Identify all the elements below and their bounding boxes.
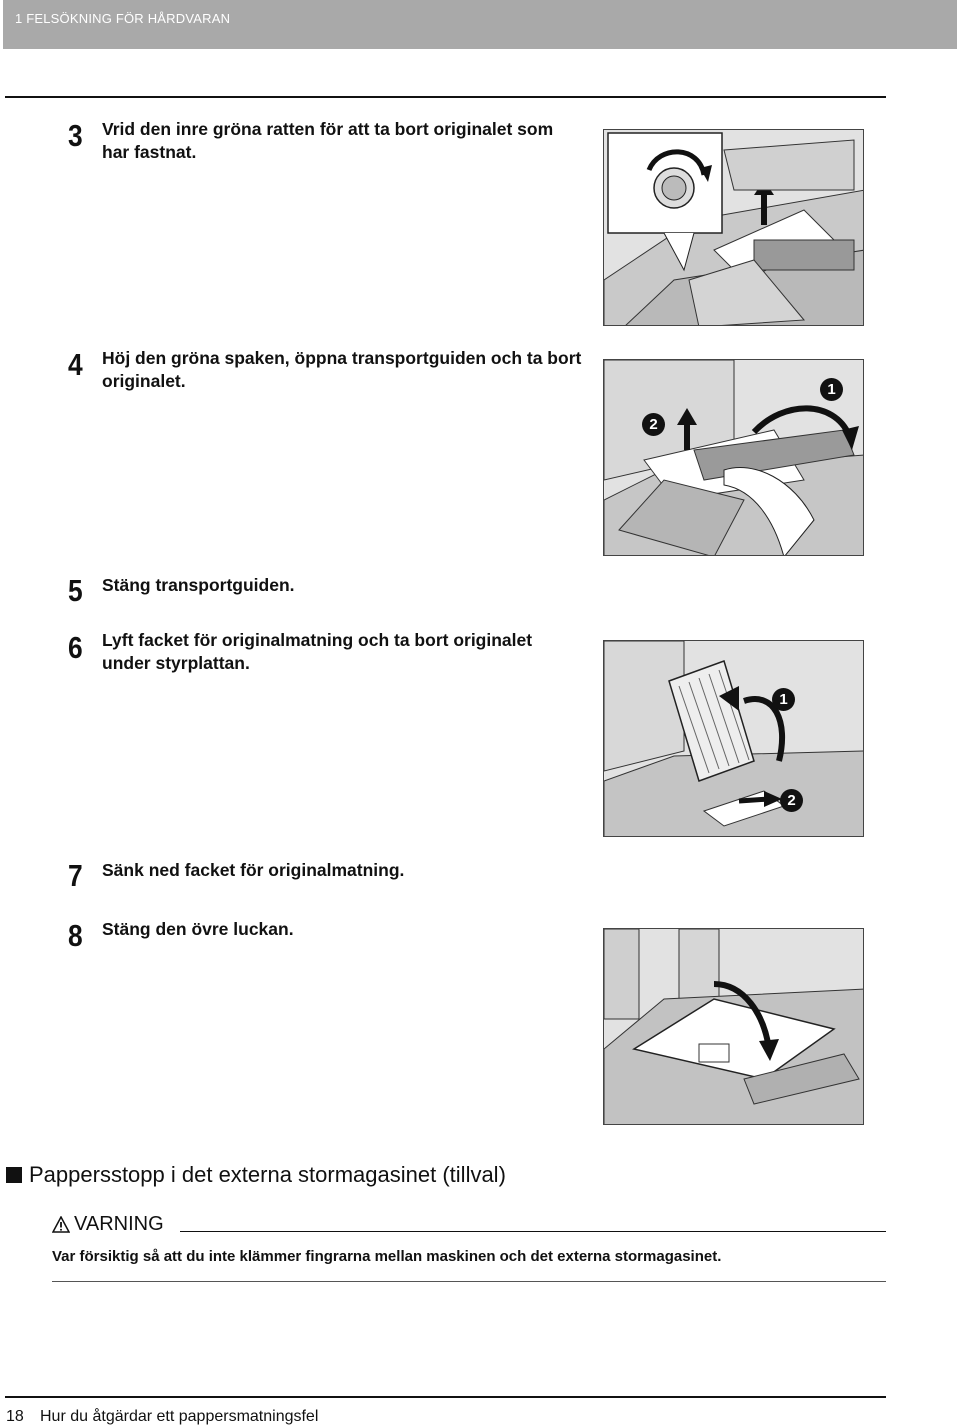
- chapter-title: 1 FELSÖKNING FÖR HÅRDVARAN: [15, 11, 231, 26]
- callout-2-badge: 2: [642, 413, 665, 436]
- square-bullet-icon: [6, 1167, 22, 1183]
- chapter-header: [3, 0, 957, 49]
- step-3-number: 3: [68, 118, 83, 153]
- step-8-number: 8: [68, 918, 83, 953]
- warning-heading: [52, 1213, 164, 1236]
- step-7-text: Sänk ned facket för originalmatning.: [102, 860, 405, 880]
- warning-rule: [180, 1231, 886, 1232]
- step-8-text: Stäng den övre luckan.: [102, 919, 294, 939]
- section-heading: [6, 1162, 506, 1188]
- illustration-feed-tray: [603, 640, 864, 837]
- step-6-text: Lyft facket för originalmatning och ta bort originalet under styrplattan.: [102, 630, 533, 673]
- footer-title: Hur du åtgärdar ett pappersmatningsfel: [40, 1408, 319, 1425]
- step-5-number: 5: [68, 573, 83, 608]
- callout-1-badge: 1: [820, 378, 843, 401]
- step-7-number: 7: [68, 858, 83, 893]
- section-title-text: Pappersstopp i det externa stormagasinet (tillval): [29, 1162, 506, 1187]
- page-number: 18: [6, 1408, 24, 1425]
- illustration-top-cover: [603, 928, 864, 1125]
- step-6-number: 6: [68, 630, 83, 665]
- warning-icon: [52, 1216, 70, 1234]
- footer-rule: [5, 1396, 886, 1398]
- warning-label: VARNING: [74, 1213, 164, 1235]
- step-3-text: Vrid den inre gröna ratten för att ta bort originalet som har fastnat.: [102, 119, 554, 162]
- top-rule: [5, 96, 886, 98]
- warning-text: Var försiktig så att du inte klämmer fingrarna mellan maskinen och det externa stormagasinet.: [52, 1248, 722, 1265]
- callout-2-badge: 2: [780, 789, 803, 812]
- step-4-number: 4: [68, 347, 83, 382]
- callout-1-badge: 1: [772, 688, 795, 711]
- warning-bottom-rule: [52, 1281, 886, 1282]
- illustration-knob: [603, 129, 864, 326]
- step-4-text: Höj den gröna spaken, öppna transportguiden och ta bort originalet.: [102, 348, 582, 391]
- step-5-text: Stäng transportguiden.: [102, 575, 295, 595]
- illustration-guide: [603, 359, 864, 556]
